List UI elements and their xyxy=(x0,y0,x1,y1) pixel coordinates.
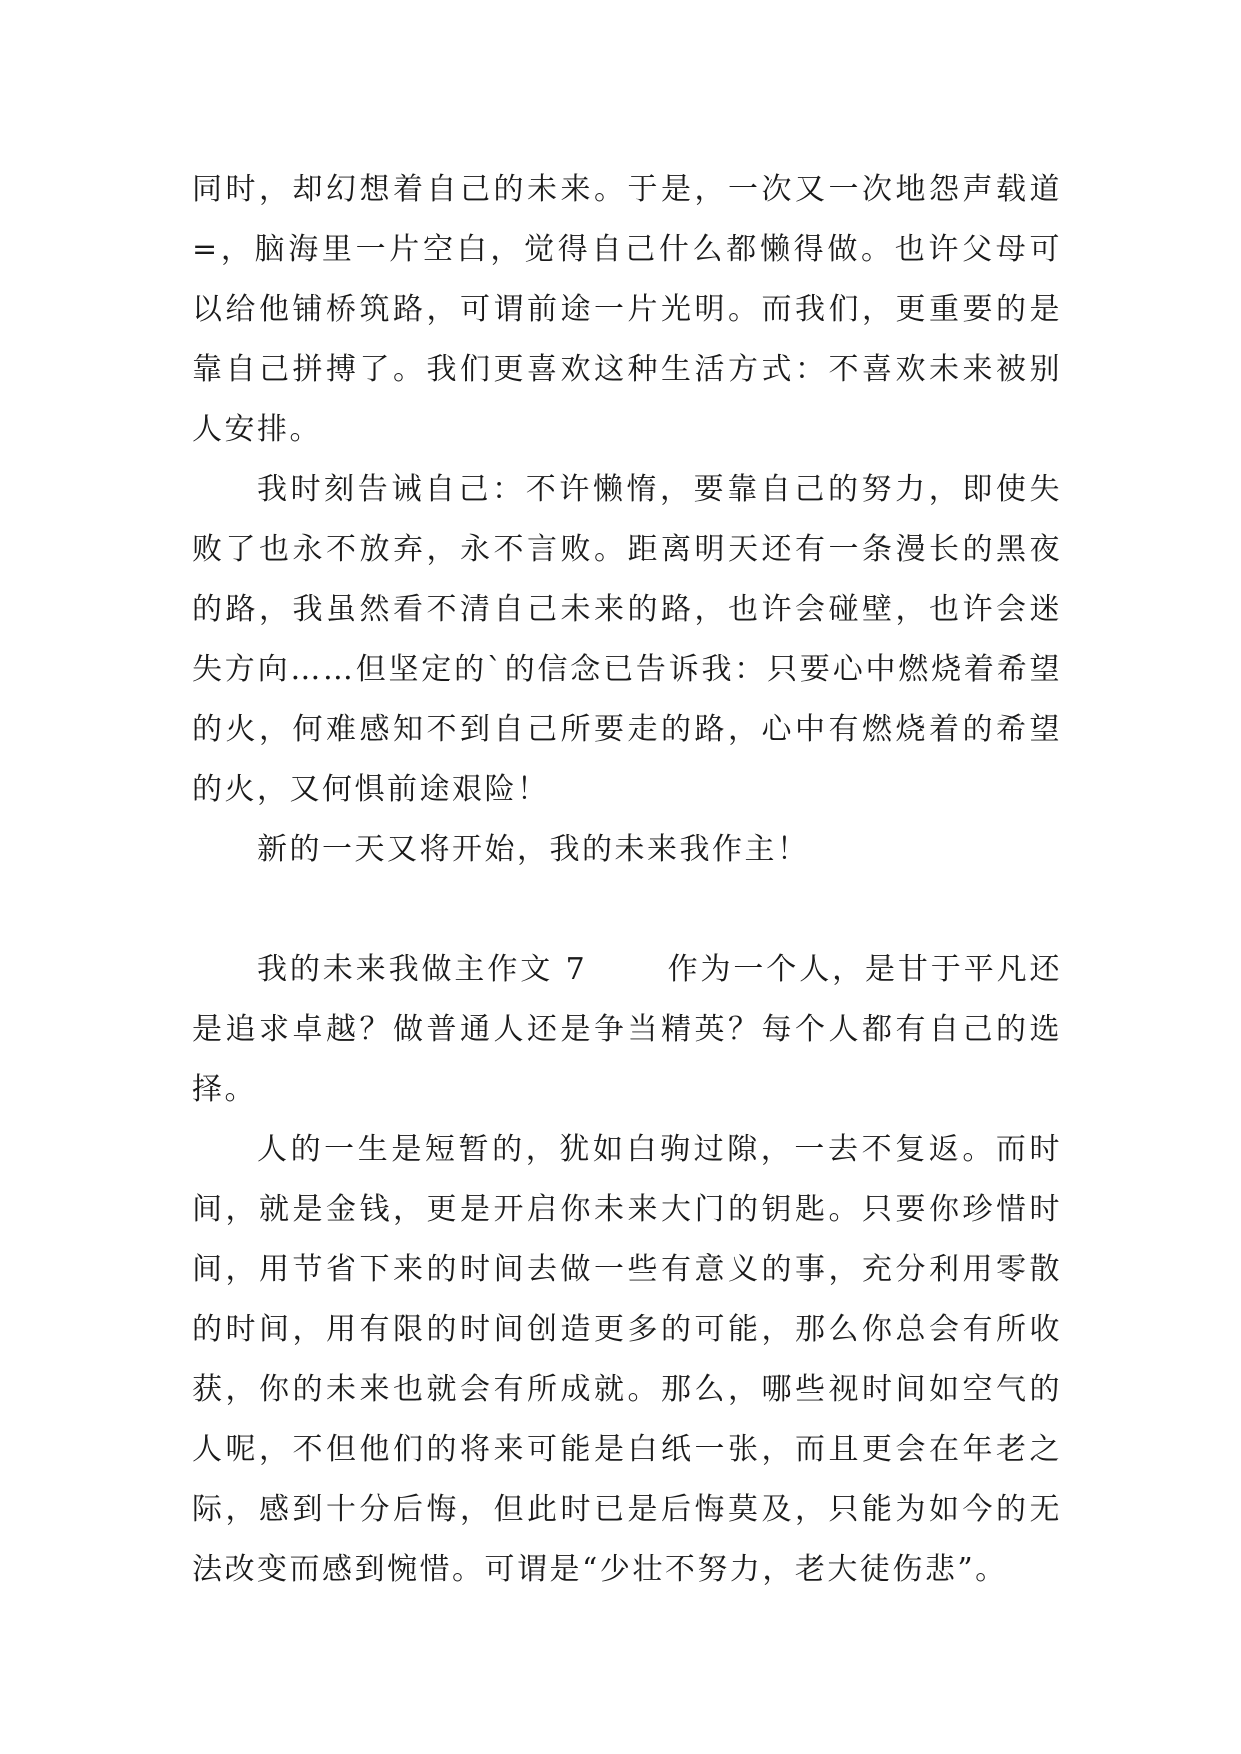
essay-7-paragraph xyxy=(192,940,1062,1120)
section-spacer xyxy=(192,880,1062,940)
paragraph-time: 人的一生是短暂的，犹如白驹过隙，一去不复返。而时间，就是金钱，更是开启你未来大门的钥匙。只要你珍惜时间，用节省下来的时间去做一些有意义的事，充分利用零散的时间，用有限的时间创造更多的可能，那么你总会有所收获，你的未来也就会有所成就。那么，哪些视时间如空气的人呢，不但他们的将来可能是白纸一张，而且更会在年老之际，感到十分后悔，但此时已是后悔莫及，只能为如今的无法改变而感到惋惜。可谓是“少壮不努力，老大徒伤悲”。 xyxy=(192,1132,1062,1587)
essay-7-intro: 作为一个人，是甘于平凡还是追求卓越？做普通人还是争当精英？每个人都有自己的选择。 xyxy=(192,952,1063,1107)
paragraph-new-day: 新的一天又将开始，我的未来我作主！ xyxy=(257,832,810,867)
document-body xyxy=(192,160,1062,1600)
paragraph-resolve: 我时刻告诫自己：不许懒惰，要靠自己的努力，即使失败了也永不放弃，永不言败。距离明天还有一条漫长的黑夜的路，我虽然看不清自己未来的路，也许会碰壁，也许会迷失方向……但坚定的`的信念已告诉我：只要心中燃烧着希望的火，何难感知不到自己所要走的路，心中有燃烧着的希望的火，又何惧前途艰险！ xyxy=(192,472,1062,807)
essay-7-heading: 我的未来我做主作文 7 xyxy=(257,952,588,987)
paragraph-continued: 同时，却幻想着自己的未来。于是，一次又一次地怨声载道=，脑海里一片空白，觉得自己什么都懒得做。也许父母可以给他铺桥筑路，可谓前途一片光明。而我们，更重要的是靠自己拼搏了。我们更喜欢这种生活方式：不喜欢未来被别人安排。 xyxy=(192,172,1062,447)
